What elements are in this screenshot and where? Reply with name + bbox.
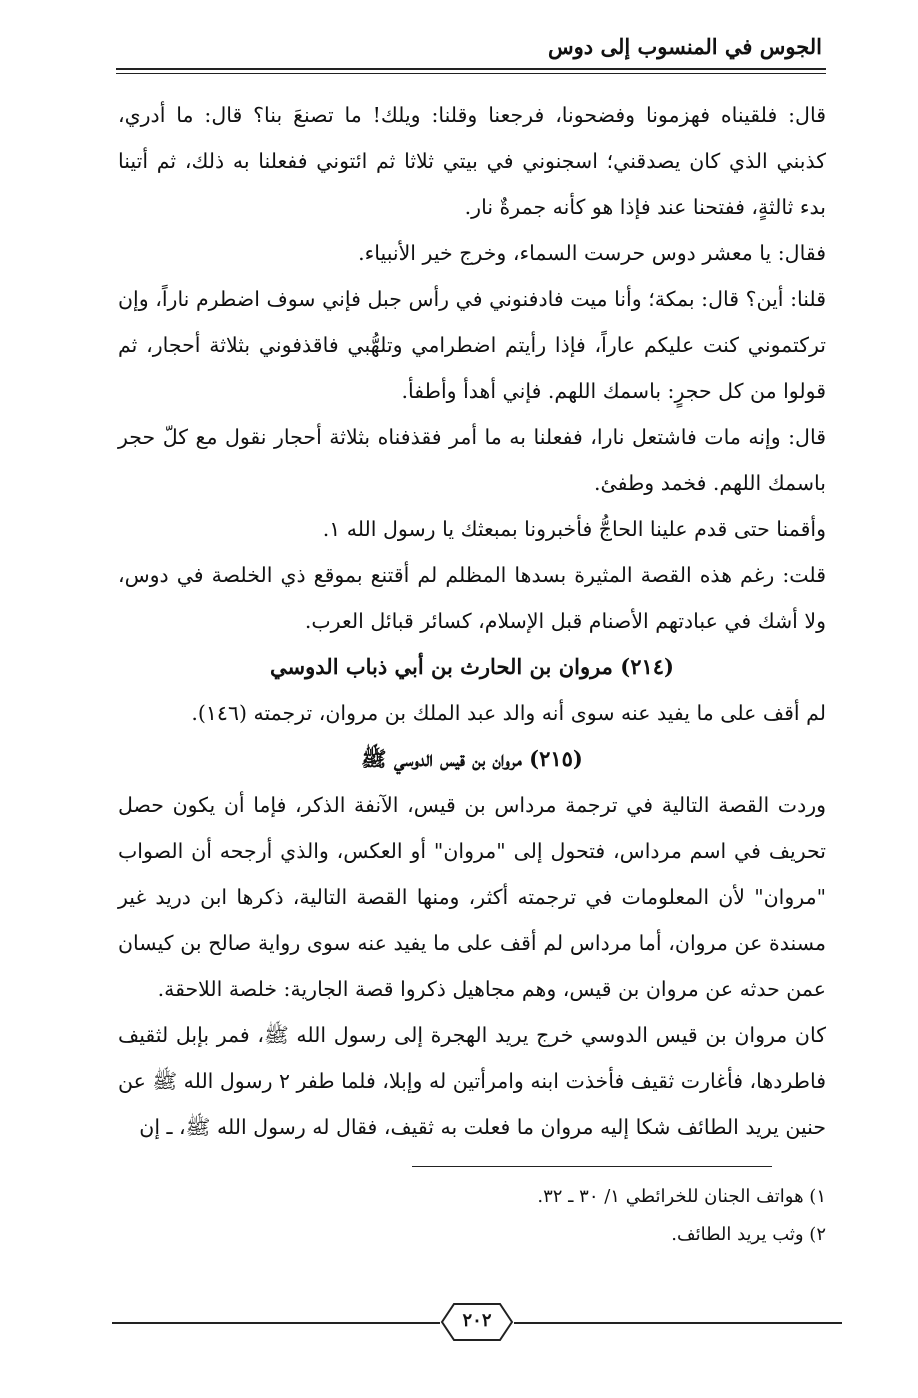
body-text [118, 92, 826, 1150]
footnote-divider [412, 1166, 772, 1167]
entry-heading-215: (٢١٥) مروان بن قيس الدوسي ﷺ [361, 746, 583, 771]
header-rule [116, 68, 826, 70]
page-rule-left [112, 1322, 440, 1324]
running-title: الجوس في المنسوب إلى دوس [548, 34, 822, 59]
paragraph: قال: وإنه مات فاشتعل نارا، ففعلنا به ما أمر فقذفناه بثلاثة أحجار نقول مع كلّ حجر باسمك اللهم. فخمد وطفئ. [118, 425, 826, 495]
paragraph: وأقمنا حتى قدم علينا الحاجُّ فأخبرونا بمبعثك يا رسول الله ١. [322, 517, 826, 541]
paragraph: قلنا: أين؟ قال: بمكة؛ وأنا ميت فادفنوني في رأس جبل فإني سوف اضطرم ناراً، وإن تركتموني كنت عليكم عاراً، فإذا رأيتم اضطرامي وتلهُّبي فاقذفوني بثلاثة أحجار، ثم قولوا من كل حجرٍ: باسمك اللهم. فإني أهدأ وأطفأ. [118, 287, 826, 403]
paragraph: لم أقف على ما يفيد عنه سوى أنه والد عبد الملك بن مروان، ترجمته (١٤٦). [191, 701, 826, 725]
header-rule-thin [116, 73, 826, 74]
page-number: ٢٠٢ [462, 1310, 492, 1331]
page-rule-right [514, 1322, 842, 1324]
paragraph: كان مروان بن قيس الدوسي خرج يريد الهجرة إلى رسول الله ﷺ، فمر بإبل لثقيف فاطردها، فأغارت ثقيف فأخذت ابنه وامرأتين له وإبلا، فلما طفر ٢ رسول الله ﷺ عن حنين يريد الطائف شكا إليه مروان ما فعلت به ثقيف، فقال له رسول الله ﷺ، ـ إن [118, 1023, 826, 1139]
footnote-1: ١) هواتف الجنان للخرائطي ١/ ٣٠ ـ ٣٢. [537, 1186, 826, 1207]
footnote-2: ٢) وثب يريد الطائف. [671, 1224, 826, 1245]
paragraph: وردت القصة التالية في ترجمة مرداس بن قيس، الآنفة الذكر، فإما أن يكون حصل تحريف في اسم مرداس، فتحول إلى "مروان" أو العكس، والذي أرجحه أن الصواب "مروان" لأن المعلومات في ترجمته أكثر، ومنها القصة التالية، ذكرها ابن دريد غير مسندة عن مروان، أما مرداس لم أقف على ما يفيد عنه سوى رواية صالح بن كيسان عمن حدثه عن مروان بن قيس، وهم مجاهيل ذكروا قصة الجارية: خلصة اللاحقة. [118, 793, 826, 1001]
entry-heading-214: (٢١٤) مروان بن الحارث بن أبي ذباب الدوسي [270, 654, 674, 679]
page-header [0, 28, 918, 78]
footnotes [126, 1178, 826, 1254]
paragraph: فقال: يا معشر دوس حرست السماء، وخرج خير الأنبياء. [358, 241, 826, 265]
page-number-badge [440, 1302, 514, 1342]
paragraph: قال: فلقيناه فهزمونا وفضحونا، فرجعنا وقلنا: ويلك! ما تصنعَ بنا؟ قال: ما أدري، كذبني الذي كان يصدقني؛ اسجنوني في بيتي ثلاثا ثم ائتوني ففعلنا به ذلك، ثم أتينا بدء ثالثةٍ، ففتحنا عند فإذا هو كأنه جمرةٌ نار. [118, 103, 826, 219]
page-number-bar [112, 1300, 842, 1346]
paragraph: قلت: رغم هذه القصة المثيرة بسدها المظلم لم أقتنع بموقع ذي الخلصة في دوس، ولا أشك في عبادتهم الأصنام قبل الإسلام، كسائر قبائل العرب. [118, 563, 826, 633]
